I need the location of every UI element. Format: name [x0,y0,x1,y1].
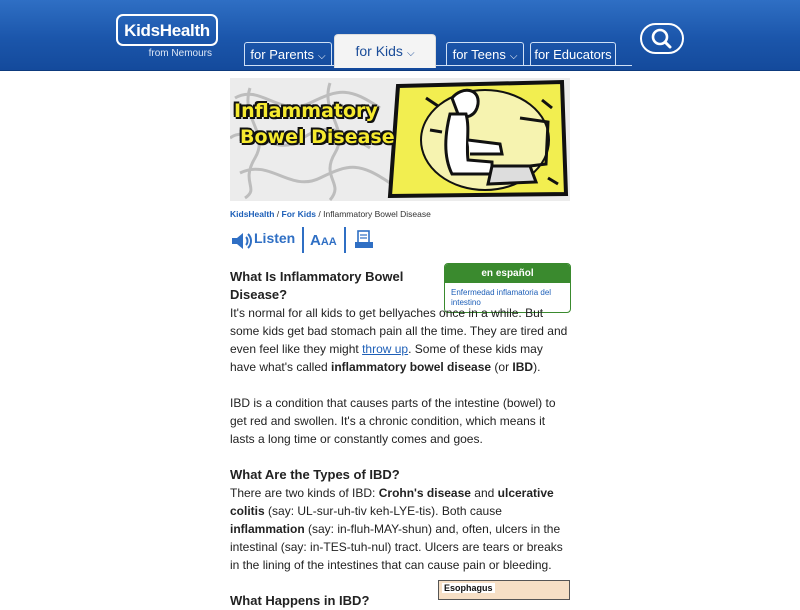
kidshealth-logo[interactable]: KidsHealth [116,14,218,46]
banner-title [234,98,404,150]
text-size-small: AA [320,236,337,248]
bold-term: Crohn's disease [378,486,471,500]
heading-types-of-ibd: What Are the Types of IBD? [230,467,400,482]
bold-term: inflammatory bowel disease [331,360,492,374]
breadcrumb [230,209,431,219]
text-size-large: A [310,232,321,249]
breadcrumb-current: Inflammatory Bowel Disease [323,209,431,219]
throw-up-link[interactable]: throw up [362,342,409,356]
listen-label: Listen [254,230,296,246]
esophagus-diagram [438,580,570,600]
search-icon [642,25,682,52]
paragraph-ibd-definition: IBD is a condition that causes parts of the intestine (bowel) to get red and swollen. It's a chronic condition, which means it lasts a long time or constantly comes and goes. [230,396,556,446]
text: (say: in-fluh-MAY-shun) and, often, ulcers in the intestinal (say: in-TES-tuh-nul) tract. Ulcers are tears or breaks in the lining of the intestines that can cause pain or bleeding. [230,522,563,572]
text: . Some of these kids may have what's called [230,342,543,374]
text: (or [491,360,513,374]
print-button[interactable] [354,230,374,250]
chevron-down-icon: ⌵ [509,51,518,62]
tool-divider [302,227,304,253]
spanish-article-link[interactable]: Enfermedad inflamatoria del intestino [451,288,552,307]
bold-term: inflammation [230,522,305,536]
tab-for-teens[interactable] [446,42,524,66]
paragraph-types [230,484,570,574]
search-button[interactable] [640,23,684,54]
tool-divider [344,227,346,253]
figure-label: Esophagus [444,583,493,593]
print-icon [354,230,374,250]
chevron-down-icon: ⌵ [406,48,415,59]
text: There are two kinds of IBD: [230,486,379,500]
speaker-icon [230,230,252,252]
banner-title-line1: Inflammatory [234,100,378,122]
paragraph-intro [230,304,570,376]
text: ). [533,360,541,374]
listen-button[interactable] [230,227,300,253]
logo-subtitle: from Nemours [148,48,212,59]
spanish-header: en español [445,264,570,283]
text-size-button[interactable] [310,232,337,250]
heading-what-happens: What Happens in IBD? [230,593,370,608]
heading-what-is-ibd: What Is Inflammatory Bowel Disease? [230,269,404,302]
tab-label: for Educators [534,47,612,62]
breadcrumb-home-link[interactable]: KidsHealth [230,209,275,219]
breadcrumb-separator: / [276,209,280,219]
tab-for-educators[interactable] [530,42,616,66]
tab-for-parents[interactable] [244,42,332,66]
text: and [470,486,498,500]
text: It's normal for all kids to get bellyaches once in a while. But some kids get bad stomach pain all the time. They are tired and even feel like they might [230,306,568,356]
chevron-down-icon: ⌵ [318,51,326,62]
text: (say: UL-sur-uh-tiv keh-LYE-tis). Both cause [264,504,502,518]
tab-label: for Teens [452,47,506,62]
tab-label: for Kids [355,43,403,59]
tab-for-kids[interactable] [334,34,436,68]
bold-term: ulcerative colitis [230,486,554,518]
tab-label: for Parents [250,47,314,62]
breadcrumb-section-link[interactable]: For Kids [281,209,317,219]
article-body [230,268,570,610]
bold-term: IBD [512,360,534,374]
breadcrumb-separator: / [318,209,321,219]
site-header [0,0,800,71]
banner-title-line2: Bowel Disease [240,126,395,148]
